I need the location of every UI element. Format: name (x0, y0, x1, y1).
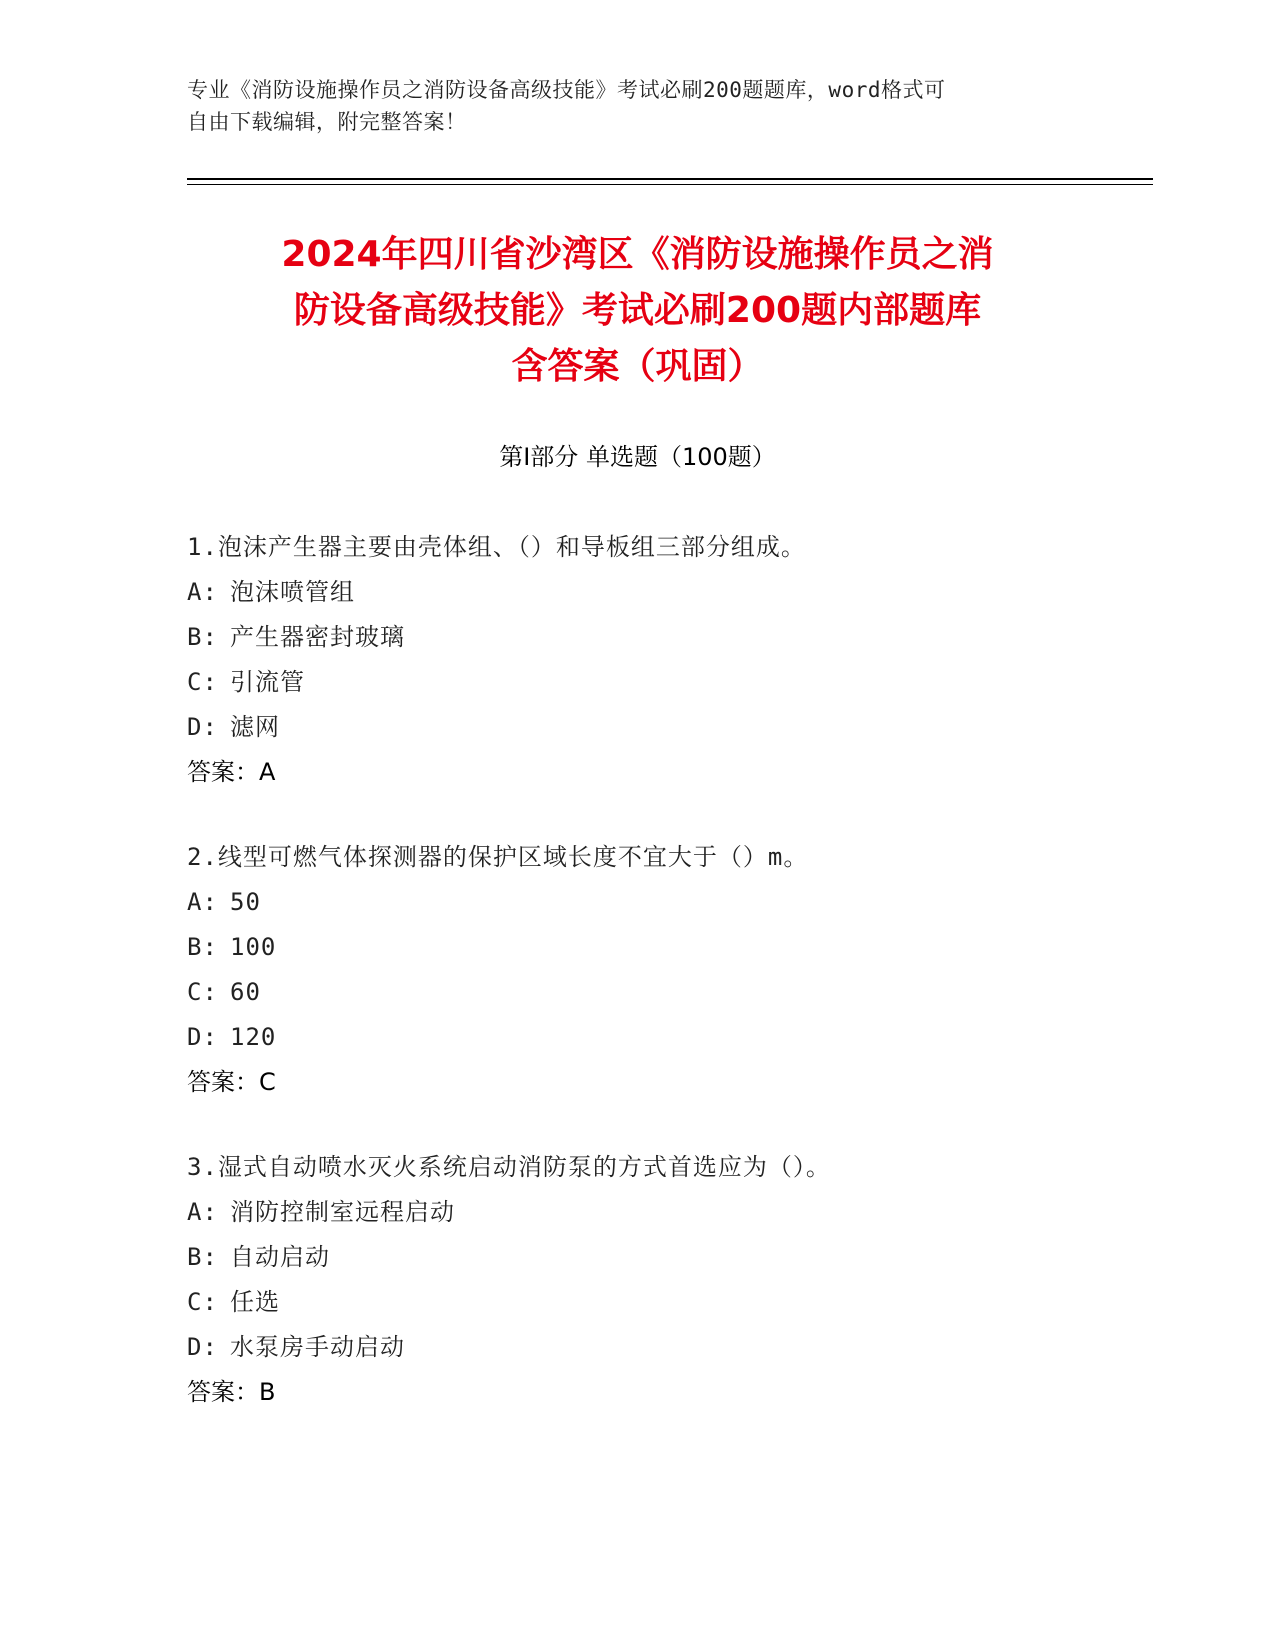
title-line2: 防设备高级技能》考试必刷200题内部题库 (293, 290, 982, 331)
option-key: A: (187, 578, 218, 606)
header-note-line1: 专业《消防设施操作员之消防设备高级技能》考试必刷200题题库，word格式可 (187, 78, 946, 102)
title-line3: 含答案（巩固） (511, 346, 764, 387)
option-key: B: (187, 1243, 218, 1271)
option-text: 自动启动 (230, 1243, 330, 1271)
option-text: 产生器密封玻璃 (230, 623, 405, 651)
header-note-line2: 自由下载编辑，附完整答案！ (187, 110, 467, 134)
option-b (187, 1235, 1147, 1280)
option-c (187, 1280, 1147, 1325)
option-key: D: (187, 1023, 218, 1051)
option-d (187, 1325, 1147, 1370)
option-d (187, 1015, 1147, 1060)
option-a (187, 570, 1147, 615)
question-item (187, 525, 1147, 795)
option-a (187, 1190, 1147, 1235)
question-item (187, 1145, 1147, 1415)
option-text: 泡沫喷管组 (230, 578, 355, 606)
option-text: 滤网 (230, 713, 280, 741)
option-key: C: (187, 978, 218, 1006)
option-key: B: (187, 623, 218, 651)
option-text: 引流管 (230, 668, 305, 696)
document-title (140, 227, 1135, 395)
option-key: C: (187, 1288, 218, 1316)
option-c (187, 660, 1147, 705)
question-stem: 3.湿式自动喷水灭火系统启动消防泵的方式首选应为（）。 (187, 1153, 831, 1181)
option-text: 任选 (230, 1288, 280, 1316)
option-key: D: (187, 713, 218, 741)
option-d (187, 705, 1147, 750)
option-key: A: (187, 1198, 218, 1226)
divider-thin (187, 184, 1153, 185)
title-line1: 2024年四川省沙湾区《消防设施操作员之消 (281, 234, 994, 275)
question-stem: 1.泡沫产生器主要由壳体组、（）和导板组三部分组成。 (187, 533, 806, 561)
question-list (187, 525, 1147, 1455)
option-key: C: (187, 668, 218, 696)
option-b (187, 925, 1147, 970)
option-text: 100 (230, 933, 277, 961)
option-key: B: (187, 933, 218, 961)
answer-line: 答案：B (187, 1378, 276, 1406)
option-key: A: (187, 888, 218, 916)
option-a (187, 880, 1147, 925)
option-c (187, 970, 1147, 1015)
answer-line: 答案：C (187, 1068, 276, 1096)
question-stem: 2.线型可燃气体探测器的保护区域长度不宜大于（）m。 (187, 843, 809, 871)
option-text: 120 (230, 1023, 277, 1051)
option-text: 消防控制室远程启动 (230, 1198, 455, 1226)
option-key: D: (187, 1333, 218, 1361)
option-text: 水泵房手动启动 (230, 1333, 405, 1361)
section-heading: 第Ⅰ部分 单选题（100题） (499, 443, 776, 471)
question-item (187, 835, 1147, 1105)
option-text: 50 (230, 888, 261, 916)
option-text: 60 (230, 978, 261, 1006)
answer-line: 答案：A (187, 758, 276, 786)
divider-thick (187, 178, 1153, 180)
option-b (187, 615, 1147, 660)
header-note (187, 74, 1087, 138)
